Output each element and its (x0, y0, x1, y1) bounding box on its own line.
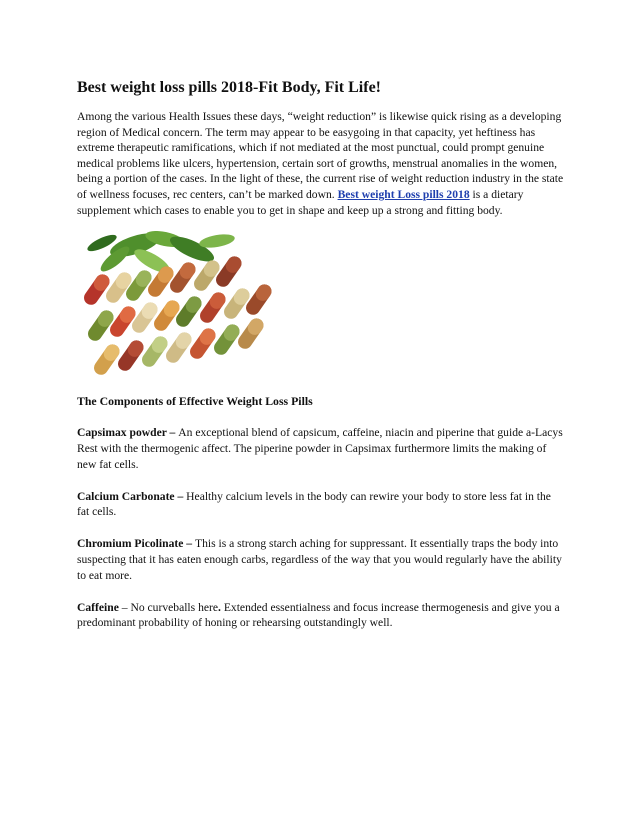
component-capsimax (77, 425, 565, 472)
component-description: An exceptional blend of capsicum, caffeine, niacin and piperine that guide a-Lacys Rest with the thermogenic affect. The piperine powder in Capsimax furthermore limits the making of new fat cells. (77, 426, 563, 471)
component-caffeine (77, 600, 565, 632)
component-name: Chromium Picolinate (77, 537, 184, 551)
components-heading: The Components of Effective Weight Loss Pills (77, 394, 313, 409)
component-name: Calcium Carbonate (77, 489, 175, 503)
component-chromium-picolinate (77, 536, 565, 583)
intro-text-after-link: is a dietary supplement which cases to enable you to get in shape and keep up a strong and fitting body. (77, 187, 524, 217)
component-name: Capsimax powder (77, 426, 167, 440)
component-description: This is a strong starch aching for suppressant. It essentially traps the body into suspecting that it has eaten enough carbs, regardless of the way that you would regularly have the ability to eat more. (77, 537, 562, 582)
component-separator: – (183, 537, 195, 551)
component-calcium-carbonate (77, 489, 565, 521)
component-name: Caffeine (77, 600, 119, 614)
intro-text-before-link: Among the various Health Issues these days, “weight reduction” is likewise quick rising as a developing region of Medical concern. The term may appear to be easygoing in that capacity, yet heftiness has extreme therapeutic ramifications, which if not mediated at the most punctual, could prompt genuine medical problems like ulcers, hypertension, certain sort of growths, menstrual anomalies in the women, being a portion of the cases. In the light of these, the current rise of weight reduction industry in the state of wellness focuses, rec centers, can’t be marked down. (77, 110, 564, 201)
component-description: Healthy calcium levels in the body can rewire your body to store less fat in the fat cells. (77, 489, 551, 519)
document-page (77, 78, 565, 631)
component-separator: – (166, 426, 179, 440)
best-weight-loss-pills-link[interactable]: Best weight Loss pills 2018 (337, 187, 470, 201)
capsules-illustration (77, 231, 281, 375)
component-separator: – (174, 489, 187, 503)
herbal-capsules-image (77, 231, 281, 375)
component-description-rest: Extended essentialness and focus increase thermogenesis and give you a predominant probability of honing or rehearsing outstandingly well. (77, 600, 560, 630)
intro-paragraph (77, 109, 565, 218)
article-title: Best weight loss pills 2018-Fit Body, Fit Life! (77, 79, 381, 96)
component-period: . (218, 600, 221, 614)
component-separator: – No curveballs here (118, 600, 219, 614)
